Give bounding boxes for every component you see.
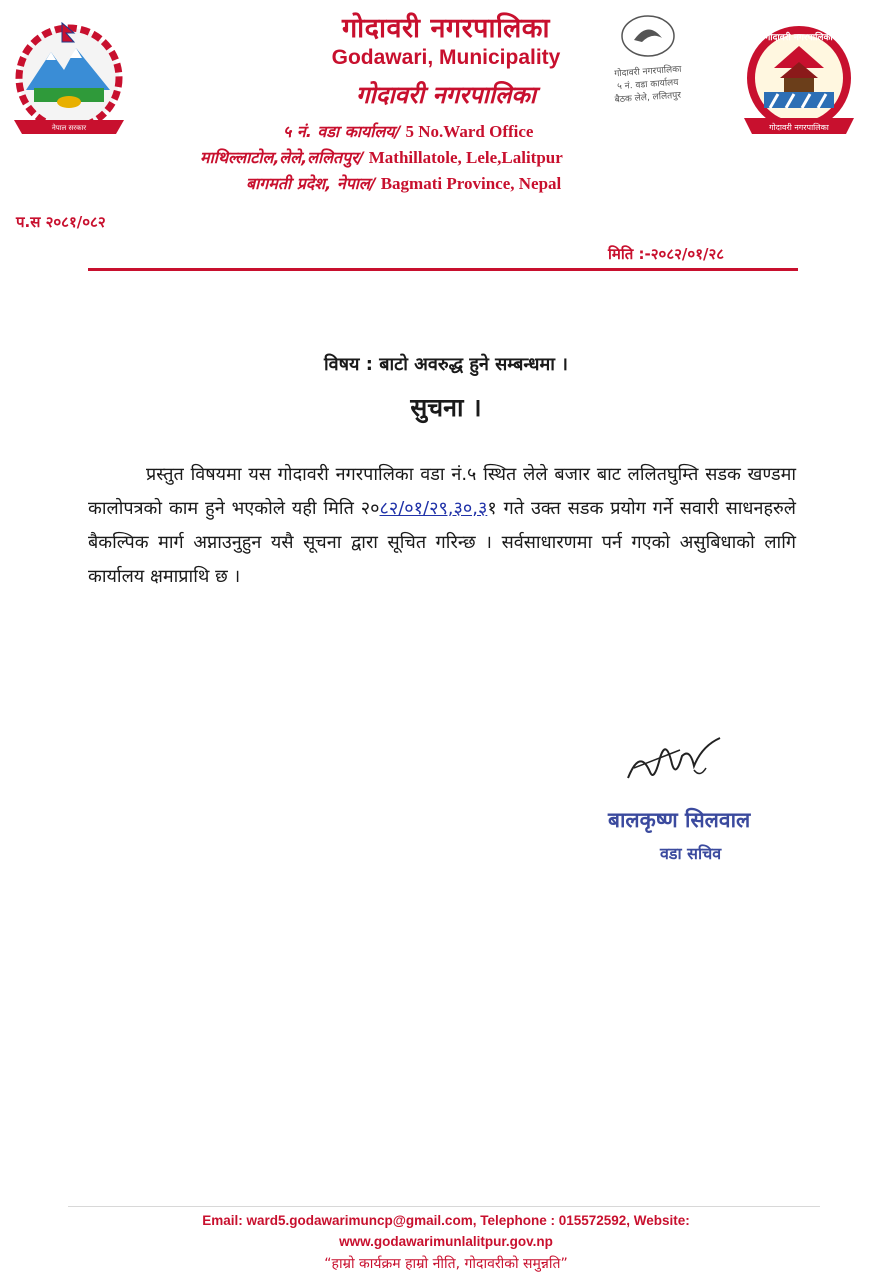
signatory-name: बालकृष्ण सिलवाल (608, 808, 751, 832)
address-nepali: माथिल्लाटोल,लेले,ललितपुर/ (200, 148, 364, 167)
province-line (246, 172, 746, 194)
body-text-part2: १ गते उक्त सडक प्रयोग गर्ने सवारी साधनहरुले बैकल्पिक मार्ग अप्नाउनुहुन यसै सूचना द्वारा सूचित गरिन्छ । सर्वसाधारणमा पर्न गएको असुबिधाको लागि कार्यालय क्षमाप्राथि छ । (88, 498, 796, 587)
municipality-name-nepali: गोदावरी नगरपालिका (341, 13, 551, 44)
emblem-caption: नेपाल सरकार (51, 124, 87, 132)
province-nepali: बागमती प्रदेश, नेपाल/ (246, 174, 376, 193)
office-line (283, 120, 783, 142)
notice-heading: सुचना । (410, 393, 482, 422)
municipality-name-decorative: गोदावरी नगरपालिका (355, 80, 537, 109)
handwritten-signature (620, 728, 730, 790)
body-date-highlight: ८२/०१/२९,३०,३ (379, 498, 488, 519)
letter-date: मिति :-२०८२/०१/२८ (608, 245, 725, 263)
logo-caption: गोदावरी नगरपालिका (769, 123, 829, 132)
stamp-text-2: ५ नं. वडा कार्यालय (616, 77, 679, 93)
stamp-text-1: गोदावरी नगरपालिका (613, 64, 682, 80)
municipality-name-english: Godawari, Municipality (331, 46, 561, 69)
office-english: 5 No.Ward Office (405, 122, 534, 141)
office-nepali: ५ नं. वडा कार्यालय/ (283, 122, 401, 141)
signatory-title: वडा सचिव (660, 844, 722, 863)
footer-divider (68, 1206, 820, 1207)
province-english: Bagmati Province, Nepal (380, 174, 562, 193)
footer-motto: “हाम्रो कार्यक्रम हाम्रो नीति, गोदावरीको समुन्नति” (324, 1256, 568, 1272)
letter-subject: विषय : बाटो अवरुद्ध हुने सम्बन्धमा । (323, 354, 569, 375)
address-line (200, 146, 700, 168)
header-divider (88, 268, 798, 271)
logo-top-text: गोदावरी नगरपालिका (765, 33, 833, 43)
address-english: Mathillatole, Lele,Lalitpur (368, 148, 563, 167)
body-text-part1: प्रस्तुत विषयमा यस गोदावरी नगरपालिका वडा नं.५ स्थित लेले बजार बाट ललितघुम्ति सडक खण्डमा कालोपत्रको काम हुने भएकोले यही मिति २० (88, 464, 796, 519)
footer-contact: Email: ward5.godawarimuncp@gmail.com, Telephone : 015572592, Website: (202, 1213, 690, 1228)
notice-body (88, 458, 796, 594)
reference-number: प.स २०८१/०८२ (16, 213, 106, 231)
footer-website: www.godawarimunlalitpur.gov.np (339, 1234, 553, 1249)
stamp-text-3: बैठक लेले, ललितपुर (614, 90, 682, 106)
